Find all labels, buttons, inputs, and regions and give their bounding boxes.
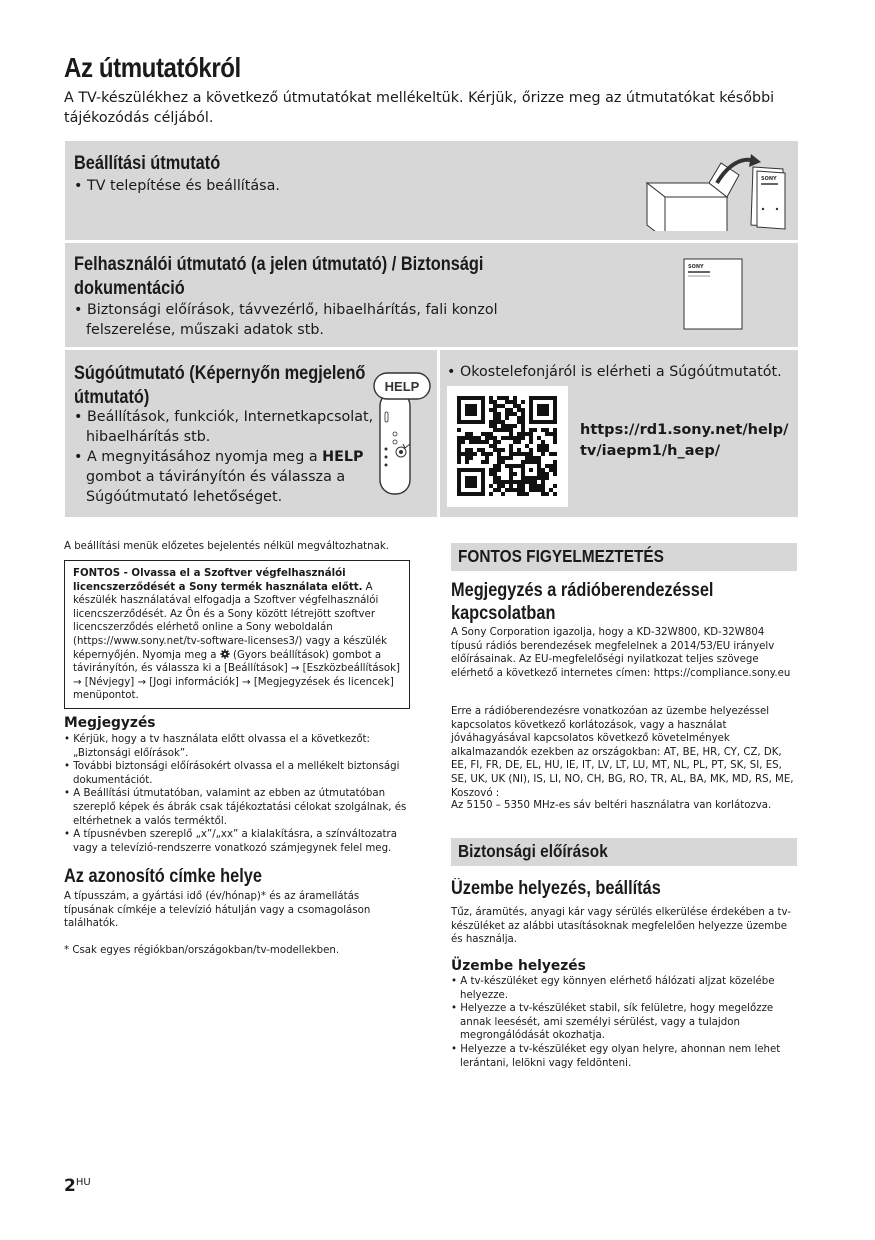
footnote: * Csak egyes régiókban/országokban/tv-modellekben. bbox=[64, 945, 340, 956]
radio-heading bbox=[451, 579, 713, 625]
help-guide-bullet-1: • Beállítások, funkciók, Internetkapcsolat, hibaelhárítás stb. bbox=[74, 409, 374, 445]
installation-intro: Tűz, áramütés, anyagi kár vagy sérülés elkerülése érdekében a tv-készüléket az alábbi utasításoknak megfelelően helyezze üzembe és használja. bbox=[451, 907, 791, 946]
user-guide-title-line2: dokumentáció bbox=[74, 278, 185, 299]
help-guide-bullets bbox=[74, 407, 374, 507]
help-url-line1: https://rd1.sony.net/help/ bbox=[580, 422, 789, 438]
license-notice-heading: FONTOS - Olvassa el a Szoftver végfelhasználói licencszerződését a Sony termék használata előtt. bbox=[73, 568, 363, 593]
help-guide-box bbox=[65, 350, 437, 517]
user-guide-bullet bbox=[74, 300, 498, 340]
radio-heading-line1: Megjegyzés a rádióberendezéssel bbox=[451, 580, 714, 601]
user-guide-title bbox=[74, 253, 521, 301]
qr-code-icon bbox=[447, 386, 568, 507]
label-location-heading: Az azonosító címke helye bbox=[64, 866, 262, 887]
page-number: $2^{HU}$ bbox=[64, 1176, 91, 1196]
setup-guide-title: Beállítási útmutató bbox=[74, 153, 221, 174]
intro-text: A TV-készülékhez a következő útmutatókat mellékeltük. Kérjük, őrizze meg az útmutatókat későbbi tájékozódás céljából. bbox=[64, 90, 775, 126]
license-notice-box bbox=[64, 560, 410, 709]
installation-subheading: Üzembe helyezés bbox=[451, 958, 586, 974]
label-location-text: A típusszám, a gyártási idő (év/hónap)* és az áramellátás típusának címkéje a televízió hátulján vagy a csomagoláson találhatók. bbox=[64, 891, 371, 930]
manual-illustration bbox=[682, 257, 744, 331]
help-guide-title-line1: Súgóútmutató (Képernyőn megjelenő bbox=[74, 363, 366, 384]
setup-guide-bullet: • TV telepítése és beállítása. bbox=[74, 178, 280, 194]
help-url-line2: tv/iaepm1/h_aep/ bbox=[580, 443, 721, 459]
notes-heading: Megjegyzés bbox=[64, 715, 156, 731]
tv-box-illustration bbox=[643, 153, 793, 231]
user-guide-bullet-line2: felszerelése, műszaki adatok stb. bbox=[86, 322, 324, 338]
safety-heading: Biztonsági előírások bbox=[458, 841, 608, 861]
settings-note: A beállítási menük előzetes bejelentés nélkül megváltozhatnak. bbox=[64, 541, 390, 552]
user-guide-brand: SONY bbox=[688, 264, 704, 270]
installation-item-1: • A tv-készüléket egy könnyen elérhető hálózati aljzat közelébe helyezze. bbox=[451, 976, 775, 1001]
notes-item-2: • További biztonsági előírásokért olvassa el a mellékelt biztonsági dokumentációt. bbox=[64, 761, 400, 786]
notes-item-4: • A típusnévben szereplő „x”/„xx” a kialakításra, a színváltozatra vagy a televízió-rendszerre vonatkozó számjegynek felel meg. bbox=[64, 829, 397, 854]
notes-list bbox=[64, 733, 414, 855]
license-notice-text-1: A készülék használatával elfogadja a Szoftver végfelhasználói licencszerződését. Az Ön és a Sony között létrejött szoftver licencszerződés elérhető online a Sony weboldalán (https://www.sony.net/tv-software-licenses3/) vagy a készülék képernyőjén. Nyomja meg a bbox=[73, 581, 387, 661]
page-title: Az útmutatókról bbox=[64, 52, 241, 83]
installation-list bbox=[451, 975, 797, 1070]
setup-guide-box bbox=[65, 141, 798, 240]
user-guide-title-line1: Felhasználói útmutató (a jelen útmutató) / Biztonsági bbox=[74, 254, 484, 275]
installation-item-3: • Helyezze a tv-készüléket egy olyan helyre, ahonnan nem lehet lerántani, lelökni vagy feldönteni. bbox=[451, 1043, 781, 1069]
user-guide-box bbox=[65, 243, 798, 347]
installation-item-2: • Helyezze a tv-készüléket stabil, sík felületre, hogy megelőzze annak leesését, ami személyi sérülést, vagy a tulajdon megrongálódását okozhatja. bbox=[451, 1003, 774, 1042]
help-guide-title bbox=[74, 362, 365, 410]
radio-paragraph-3: Az 5150 – 5350 MHz-es sáv beltéri használatra van korlátozva. bbox=[451, 800, 772, 811]
license-notice-text-2: (Gyors beállítások) gombot a távirányítón, és válassza ki a [Beállítások] → [Eszközbeállítások] → [Névjegy] → [Jogi információk] → [Megjegyzések és licencek] menüpontot. bbox=[73, 649, 400, 702]
safety-band bbox=[451, 838, 797, 866]
setup-guide-brand: SONY bbox=[761, 176, 777, 182]
radio-heading-line2: kapcsolatban bbox=[451, 603, 556, 624]
important-warning-band bbox=[451, 543, 797, 571]
important-warning-heading: FONTOS FIGYELMEZTETÉS bbox=[458, 546, 664, 566]
gear-icon bbox=[220, 649, 230, 659]
smartphone-help-text: • Okostelefonjáról is elérheti a Súgóútmutatót. bbox=[447, 364, 782, 380]
installation-heading: Üzembe helyezés, beállítás bbox=[451, 878, 661, 899]
notes-item-1: • Kérjük, hogy a tv használata előtt olvassa el a következőt: „Biztonsági előírások”. bbox=[64, 734, 370, 759]
help-qr-code[interactable] bbox=[447, 386, 568, 507]
radio-paragraph-1: A Sony Corporation igazolja, hogy a KD-32W800, KD-32W804 típusú rádiós berendezések megfelelnek a 2014/53/EU irányelv előírásainak. Az EU-megfelelőségi nyilatkozat teljes szövege elérhető a következő internetes címen: https://compliance.sony.eu bbox=[451, 627, 791, 679]
remote-help-illustration bbox=[372, 372, 434, 496]
help-url[interactable] bbox=[580, 420, 790, 462]
remote-help-label: HELP bbox=[384, 379, 420, 394]
radio-paragraph-2: Erre a rádióberendezésre vonatkozóan az üzembe helyezéssel kapcsolatos következő korlátozások, vagy a használat jóváhagyásával kapcsolatos következő követelmények alkalmazandók ezekben az országokban: AT, BE, HR, CY, CZ, DK, EE, FI, FR, DE, EL, HU, IE, IT, LV, LT, LU, MT, NL, PL, PT, SK, SI, ES, SE, UK, UK (NI), IS, LI, NO, CH, BG, RO, TR, AL, BA, MK, MD, RS, ME, Koszovó : bbox=[451, 706, 794, 799]
notes-item-3: • A Beállítási útmutatóban, valamint az ebben az útmutatóban szereplő képek és ábrák csak tájékoztatási célokat szolgálnak, és eltérhetnek a valós terméktől. bbox=[64, 788, 407, 827]
user-guide-bullet-line1: • Biztonsági előírások, távvezérlő, hibaelhárítás, fali konzol bbox=[74, 302, 498, 318]
help-guide-bullet-2: • A megnyitásához nyomja meg a HELP gombot a távirányítón és válassza a Súgóútmutató lehetőséget. bbox=[74, 449, 364, 505]
help-guide-title-line2: útmutató) bbox=[74, 387, 150, 408]
